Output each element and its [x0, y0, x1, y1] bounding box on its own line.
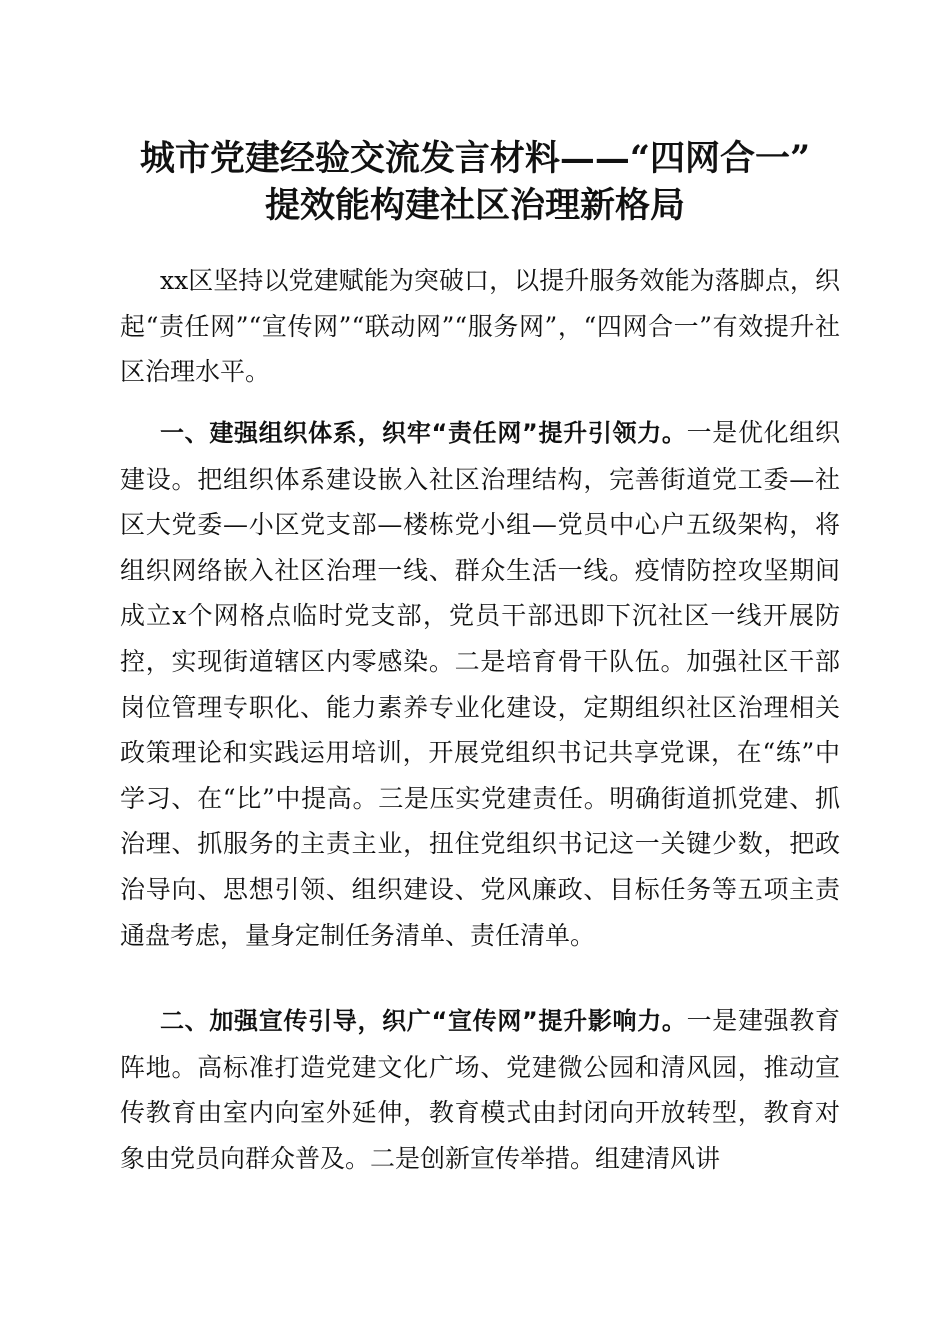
document-title-line-1: 城市党建经验交流发言材料——“四网合一”	[139, 138, 811, 179]
section-2-body: 一是建强教育阵地。高标准打造党建文化广场、党建微公园和清风园，推动宣传教育由室内向室外延伸，教育模式由封闭向开放转型，教育对象由党员向群众普及。二是创新宣传举措。组建清风讲	[120, 1006, 840, 1173]
section-1-body: 一是优化组织建设。把组织体系建设嵌入社区治理结构，完善街道党工委—社区大党委—小区党支部—楼栋党小组—党员中心户五级架构，将组织网络嵌入社区治理一线、群众生活一线。疫情防控攻坚期间成立x个网格点临时党支部，党员干部迅即下沉社区一线开展防控，实现街道辖区内零感染。二是培育骨干队伍。加强社区干部岗位管理专职化、能力素养专业化建设，定期组织社区治理相关政策理论和实践运用培训，开展党组织书记共享党课，在“练”中学习、在“比”中提高。三是压实党建责任。明确街道抓党建、抓治理、抓服务的主责主业，扭住党组织书记这一关键少数，把政治导向、思想引领、组织建设、党风廉政、目标任务等五项主责通盘考虑，量身定制任务清单、责任清单。	[120, 418, 840, 950]
section-2-paragraph	[120, 998, 840, 1181]
section-1-paragraph	[120, 410, 840, 958]
section-1-heading: 一、建强组织体系，织牢“责任网”提升引领力。	[160, 419, 687, 447]
section-2-heading: 二、加强宣传引导，织广“宣传网”提升影响力。	[160, 1007, 687, 1035]
document-title-line-2: 提效能构建社区治理新格局	[264, 185, 685, 226]
intro-paragraph: xx区坚持以党建赋能为突破口，以提升服务效能为落脚点，织起“责任网”“宣传网”“联动网”“服务网”，“四网合一”有效提升社区治理水平。	[120, 266, 840, 387]
